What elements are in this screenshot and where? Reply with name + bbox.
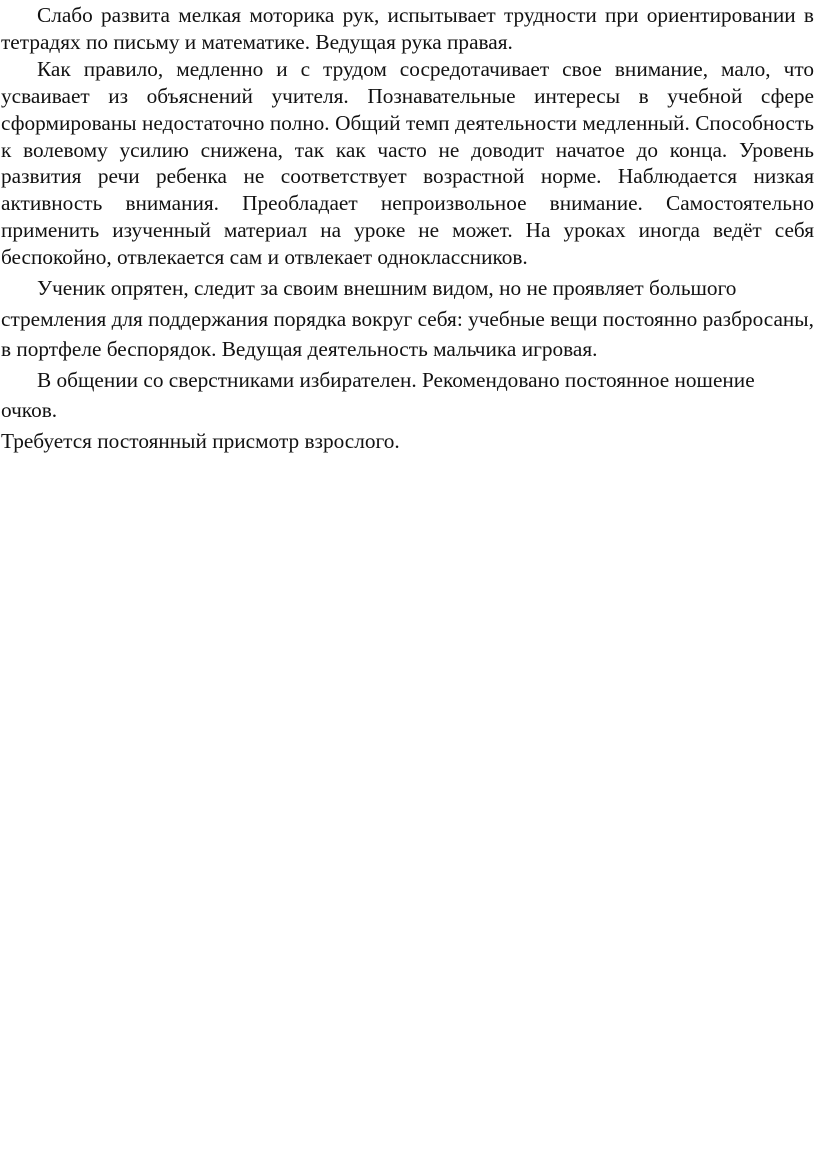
- document-body: [1, 2, 814, 456]
- paragraph-attention: Как правило, медленно и с трудом сосредотачивает свое внимание, мало, что усваивает из объяснений учителя. Познавательные интересы в учебной сфере сформированы недостаточно полно. Общий темп деятельности медленный. Способность к волевому усилию снижена, так как часто не доводит начатое до конца. Уровень развития речи ребенка не соответствует возрастной норме. Наблюдается низкая активность внимания. Преобладает непроизвольное внимание. Самостоятельно применить изученный материал на уроке не может. На уроках иногда ведёт себя беспокойно, отвлекается сам и отвлекает одноклассников.: [1, 56, 814, 270]
- paragraph-communication: В общении со сверстниками избирателен. Рекомендовано постоянное ношение очков.: [1, 367, 755, 423]
- paragraph-supervision: Требуется постоянный присмотр взрослого.: [1, 428, 400, 453]
- paragraph-appearance: Ученик опрятен, следит за своим внешним видом, но не проявляет большого стремления для поддержания порядка вокруг себя: учебные вещи постоянно разбросаны, в портфеле беспорядок. Ведущая деятельность мальчика игровая.: [1, 276, 814, 362]
- paragraph-motor-skills: Слабо развита мелкая моторика рук, испытывает трудности при ориентировании в тетрадях по письму и математике. Ведущая рука правая.: [1, 3, 814, 54]
